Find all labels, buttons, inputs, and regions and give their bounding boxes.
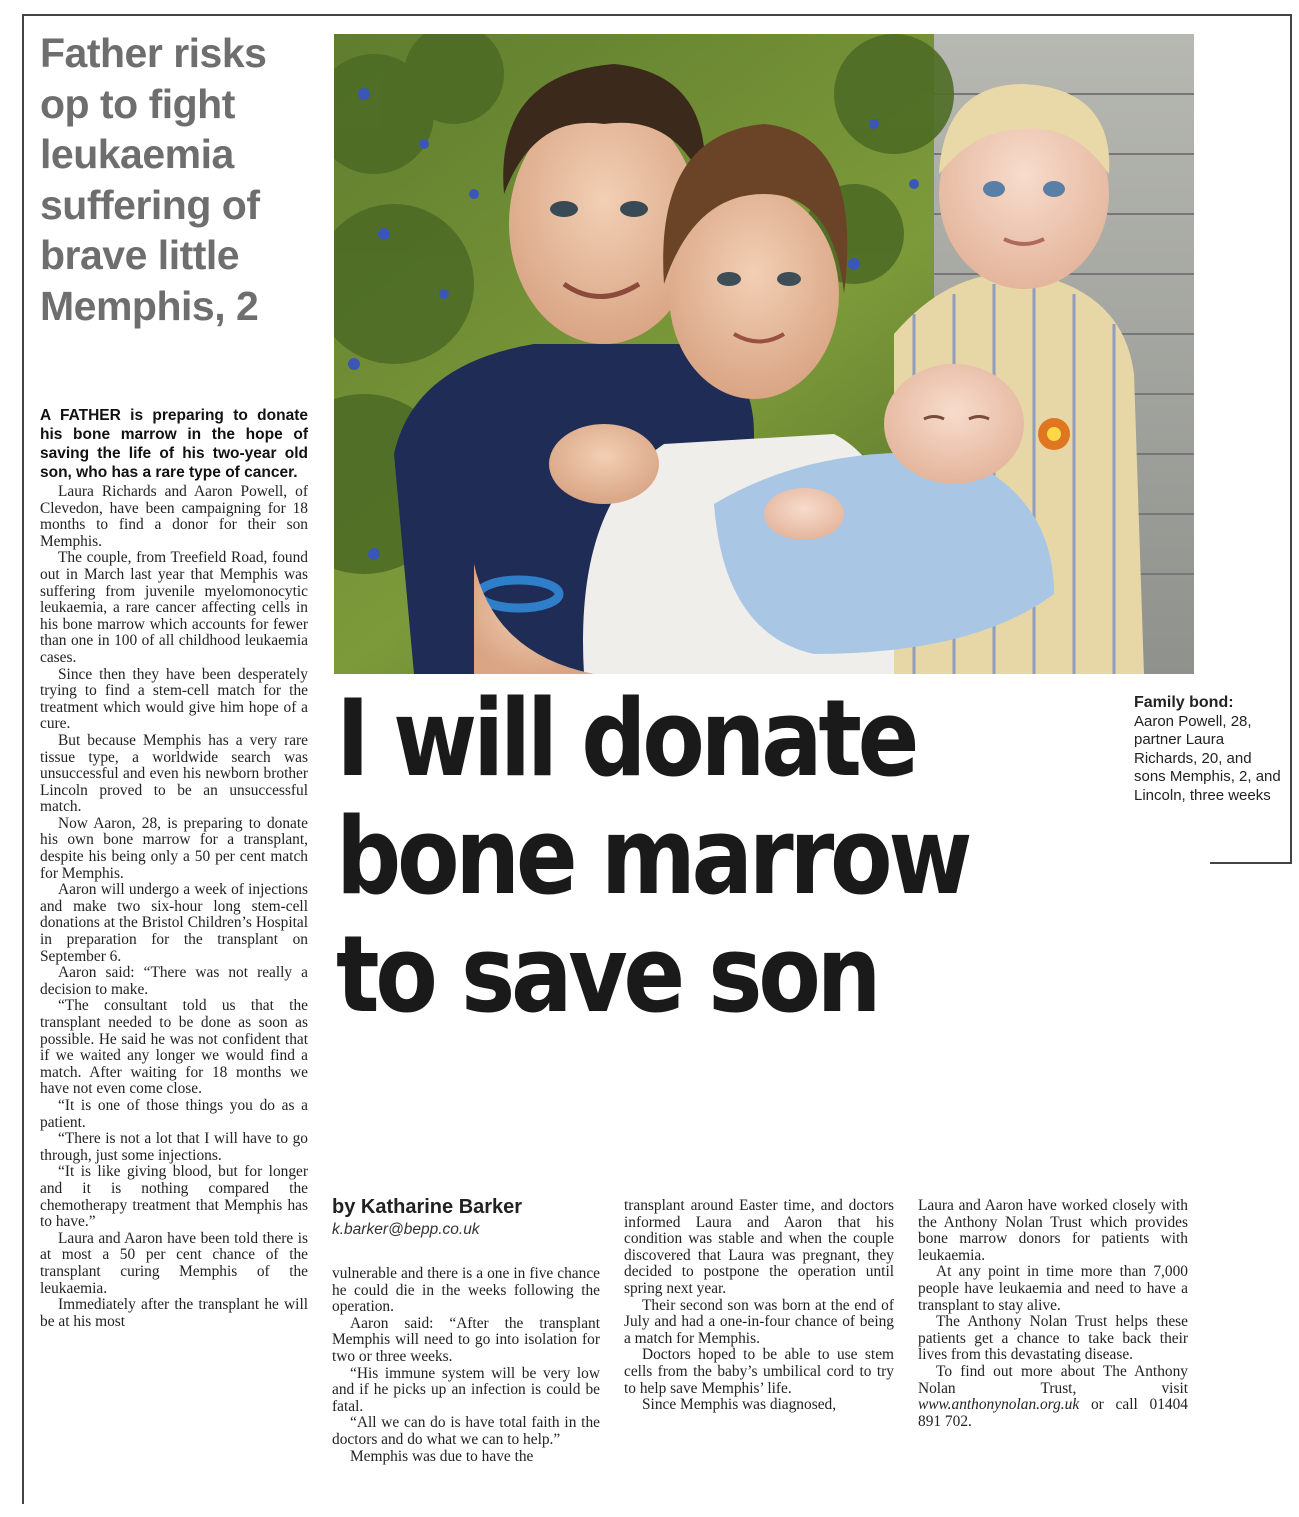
kicker-line: suffering of <box>40 181 260 228</box>
body-paragraph: But because Memphis has a very rare tissue type, a worldwide search was unsuccessful and even his newborn brother Lincoln proved to be an unsuccessful match. <box>40 731 308 816</box>
body-paragraph: Their second son was born at the end of July and had a one-in-four chance of being a match for Memphis. <box>624 1296 894 1347</box>
body-paragraph: Laura Richards and Aaron Powell, of Clevedon, have been campaigning for 18 months to find a donor for their son Memphis. <box>40 483 308 550</box>
main-headline <box>336 677 1015 1036</box>
body-paragraph: Immediately after the transplant he will be at his most <box>40 1296 308 1330</box>
body-paragraph: Laura and Aaron have been told there is at most a 50 per cent chance of the transplant curing Memphis of the leukaemia. <box>40 1229 308 1297</box>
headline-line: to save son <box>336 913 878 1036</box>
article-column-2 <box>332 1266 600 1465</box>
contact-phone: or call 01404 891 702. <box>918 1396 1188 1430</box>
body-paragraph: Now Aaron, 28, is preparing to donate his own bone marrow for a transplant, despite his being only a 50 per cent match for Memphis. <box>40 814 308 882</box>
article-column-1 <box>40 406 308 1330</box>
top-border <box>22 14 1292 16</box>
body-paragraph: Aaron said: “There was not really a decision to make. <box>40 964 308 998</box>
body-paragraph: Since Memphis was diagnosed, <box>642 1396 837 1414</box>
family-photo-illustration <box>334 34 1194 674</box>
kicker-line: brave little <box>40 232 240 278</box>
body-paragraph: The couple, from Treefield Road, found out in March last year that Memphis was suffering from juvenile myelomonocytic leukaemia, a rare cancer affecting cells in his bone marrow which accounts for fewer than one in 100 of all childhood leukaemia cases. <box>40 549 308 666</box>
body-paragraph: At any point in time more than 7,000 people have leukaemia and need to have a transplant to stay alive. <box>918 1263 1188 1314</box>
body-paragraph: The Anthony Nolan Trust helps these patients get a chance to take back their lives from this devastating disease. <box>918 1313 1188 1364</box>
body-paragraph: Since then they have been desperately trying to find a stem-cell match for the treatment which would give him hope of a cure. <box>40 665 308 733</box>
body-paragraph: “There is not a lot that I will have to go through, just some injections. <box>40 1130 308 1164</box>
body-paragraph-with-link <box>918 1364 1188 1430</box>
headline-line: I will donate <box>336 677 916 800</box>
left-border <box>22 14 24 1504</box>
caption-rule <box>1210 862 1290 864</box>
lead-paragraph: A FATHER is preparing to donate his bone marrow in the hope of saving the life of his two-year old son, who has a rare type of cancer. <box>40 407 308 481</box>
body-paragraph: Memphis was due to have the <box>350 1447 534 1465</box>
body-paragraph: “All we can do is have total faith in the doctors and do what we can to help.” <box>332 1414 600 1448</box>
kicker-line: leukaemia <box>40 131 234 177</box>
kicker-line: op to fight <box>40 80 235 127</box>
body-paragraph: “His immune system will be very low and if he picks up an infection is could be fatal. <box>332 1364 600 1415</box>
body-paragraph: Aaron will undergo a week of injections and make two six-hour long stem-cell donations at the Bristol Children’s Hospital in preparation for the transplant on September 6. <box>40 881 308 965</box>
body-paragraph: “The consultant told us that the transplant needed to be done as soon as possible. He said he was not confident that if we waited any longer we would find a match. After waiting for 18 months we have not even come close. <box>40 997 308 1098</box>
caption-title: Family bond: <box>1134 694 1234 711</box>
family-photo <box>334 34 1194 674</box>
caption-text: Aaron Powell, 28, partner Laura Richards, 20, and sons Memphis, 2, and Lincoln, three weeks <box>1134 712 1281 804</box>
kicker-line: Memphis, 2 <box>40 282 259 329</box>
body-paragraph: transplant around Easter time, and doctors informed Laura and Aaron that his condition was stable and when the couple discovered that Laura was pregnant, they decided to postpone the operation until spring next year. <box>624 1197 894 1297</box>
body-paragraph: vulnerable and there is a one in five chance he could die in the weeks following the operation. <box>332 1265 600 1316</box>
kicker-line: Father risks <box>40 30 267 76</box>
photo-caption <box>1134 694 1284 805</box>
right-border <box>1290 14 1292 864</box>
body-paragraph: “It is like giving blood, but for longer and it is nothing compared the chemotherapy treatment that Memphis has to have.” <box>40 1163 308 1231</box>
body-paragraph: Laura and Aaron have worked closely with the Anthony Nolan Trust which provides bone marrow donors for patients with leukaemia. <box>918 1197 1188 1264</box>
article-column-3 <box>624 1198 894 1414</box>
headline-line: bone marrow <box>336 795 969 918</box>
body-paragraph: “It is one of those things you do as a patient. <box>40 1096 308 1131</box>
body-paragraph: Doctors hoped to be able to use stem cells from the baby’s umbilical cord to try to help save Memphis’ life. <box>624 1346 894 1397</box>
article-column-4 <box>918 1198 1188 1430</box>
body-paragraph: Aaron said: “After the transplant Memphis will need to go into isolation for two or three weeks. <box>332 1314 600 1365</box>
author-email[interactable]: k.barker@bepp.co.uk <box>332 1221 480 1238</box>
byline <box>332 1196 522 1239</box>
author-name: by Katharine Barker <box>332 1196 523 1218</box>
trust-website-link[interactable]: www.anthonynolan.org.uk <box>918 1396 1080 1414</box>
body-paragraph: To find out more about The Anthony Nolan Trust, visit <box>918 1362 1188 1397</box>
kicker-headline <box>40 28 330 331</box>
